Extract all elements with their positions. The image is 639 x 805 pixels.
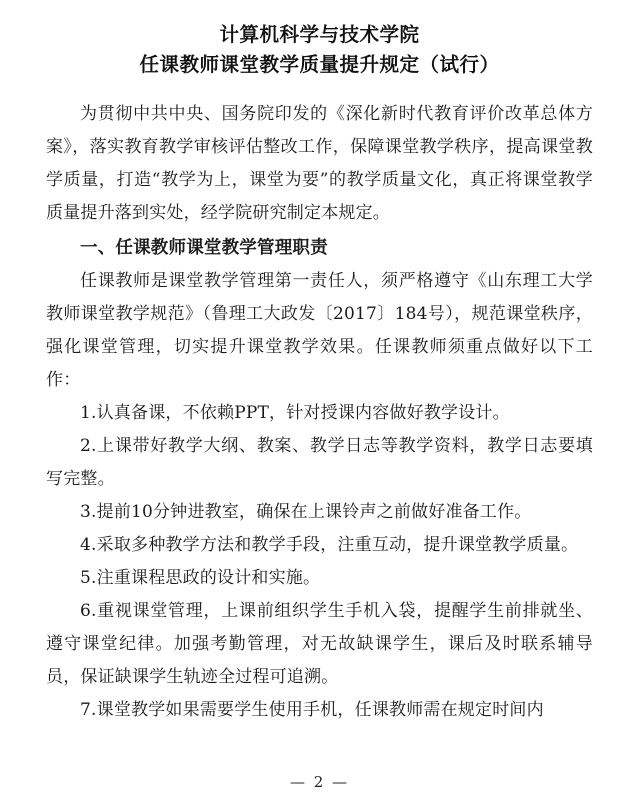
preamble-paragraph: 为贯彻中共中央、国务院印发的《深化新时代教育评价改革总体方案》，落实教育教学审核评估整改工作，保障课堂教学秩序，提高课堂教学质量，打造“教学为上，课堂为要”的教学质量文化，真正将课堂教学质量提升落到实处，经学院研究制定本规定。	[46, 104, 593, 223]
item-3: 3.提前10分钟进教室，确保在上课铃声之前做好准备工作。	[80, 502, 532, 522]
item-1: 1.认真备课，不依赖PPT，针对授课内容做好教学设计。	[80, 403, 510, 423]
section-heading-one: 一、任课教师课堂教学管理职责	[80, 238, 328, 258]
item-4: 4.采取多种教学方法和教学手段，注重互动，提升课堂教学质量。	[80, 535, 579, 555]
item-2: 2.上课带好教学大纲、教案、教学日志等教学资料，教学日志要填写完整。	[46, 436, 593, 489]
item-7: 7.课堂教学如果需要学生使用手机，任课教师需在规定时间内	[80, 700, 544, 720]
document-title	[46, 20, 593, 80]
page-number: — 2 —	[289, 773, 350, 791]
title-line-1: 计算机科学与技术学院	[219, 23, 420, 46]
item-6: 6.重视课堂管理，上课前组织学生手机入袋，提醒学生前排就坐、遵守课堂纪律。加强考勤管理，对无故缺课学生，课后及时联系辅导员，保证缺课学生轨迹全过程可追溯。	[46, 601, 593, 687]
title-line-2: 任课教师课堂教学质量提升规定（试行）	[139, 53, 500, 76]
item-5: 5.注重课程思政的设计和实施。	[80, 568, 321, 588]
page-footer	[0, 773, 639, 791]
section-one-body: 任课教师是课堂教学管理第一责任人，须严格遵守《山东理工大学教师课堂教学规范》（鲁理工大政发〔2017〕184号），规范课堂秩序，强化课堂管理，切实提升课堂教学效果。任课教师须重点做好以下工作：	[46, 271, 593, 390]
document-body	[46, 98, 593, 727]
